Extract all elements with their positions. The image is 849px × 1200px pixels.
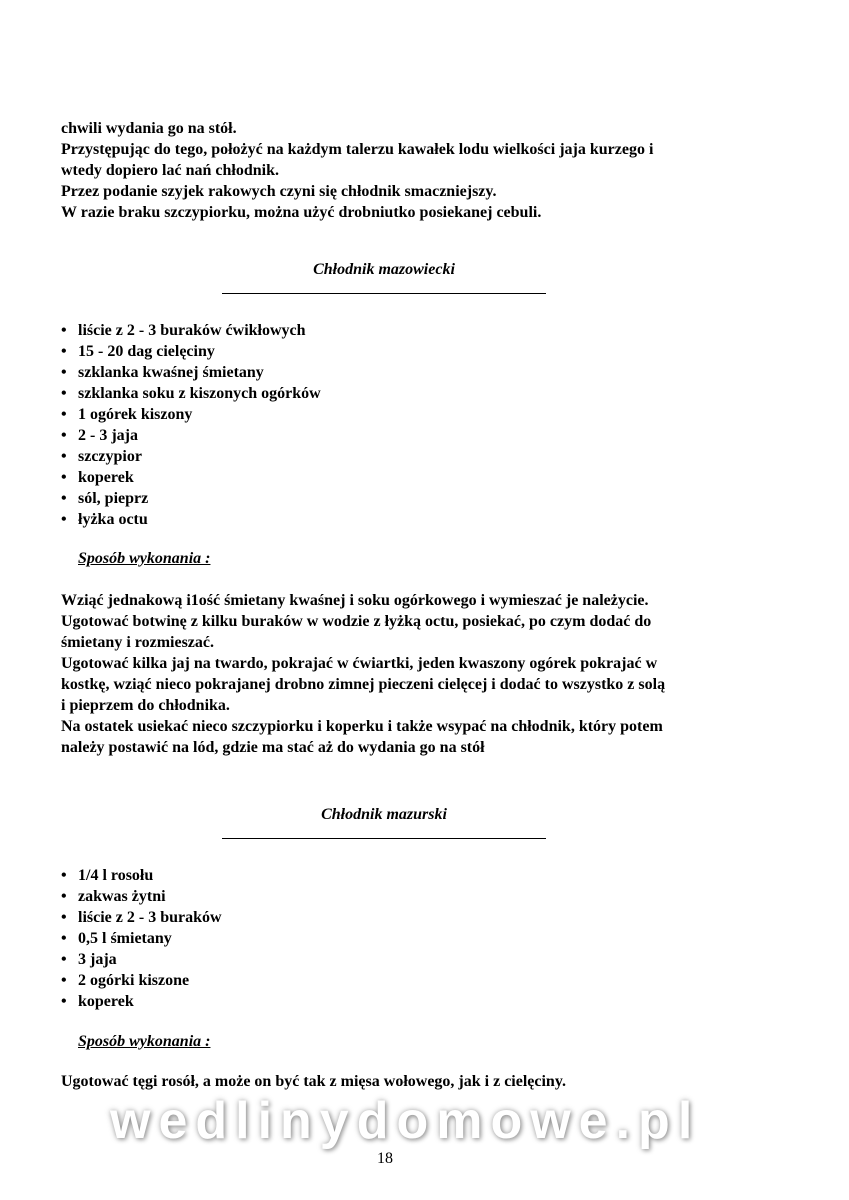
method-paragraph xyxy=(61,1071,781,1092)
list-item: • szklanka soku z kiszonych ogórków xyxy=(61,383,321,404)
list-item: • sól, pieprz xyxy=(61,488,321,509)
text-line: Przystępując do tego, położyć na każdym talerzu kawałek lodu wielkości jaja kurzego i xyxy=(61,141,654,158)
list-item: • 15 - 20 dag cielęciny xyxy=(61,341,321,362)
text-line: kostkę, wziąć nieco pokrajanej drobno zimnej pieczeni cielęcej i dodać to wszystko z solą xyxy=(61,676,666,693)
method-paragraph xyxy=(61,590,781,758)
intro-paragraph xyxy=(61,118,781,223)
text-line: Na ostatek usiekać nieco szczypiorku i koperku i także wsypać na chłodnik, który potem xyxy=(61,718,663,735)
list-item: • łyżka octu xyxy=(61,509,321,530)
list-item: • 2 - 3 jaja xyxy=(61,425,321,446)
list-item: • szczypior xyxy=(61,446,321,467)
list-item: • liście z 2 - 3 buraków xyxy=(61,907,222,928)
list-item: • 1 ogórek kiszony xyxy=(61,404,321,425)
ingredient-list xyxy=(61,865,222,1012)
list-item: • koperek xyxy=(61,467,321,488)
watermark: wedlinydomowe.pl xyxy=(110,1092,701,1150)
list-item: • koperek xyxy=(61,991,222,1012)
text-line: W razie braku szczypiorku, można użyć drobniutko posiekanej cebuli. xyxy=(61,204,542,221)
page-number: 18 xyxy=(377,1150,393,1167)
text-line: Ugotować botwinę z kilku buraków w wodzie z łyżką octu, posiekać, po czym dodać do xyxy=(61,613,652,630)
list-item: • zakwas żytni xyxy=(61,886,222,907)
text-line: Wziąć jednakową i1ość śmietany kwaśnej i soku ogórkowego i wymieszać je należycie. xyxy=(61,592,649,609)
list-item: • 2 ogórki kiszone xyxy=(61,970,222,991)
text-line: i pieprzem do chłodnika. xyxy=(61,697,230,714)
text-line: chwili wydania go na stół. xyxy=(61,120,237,137)
recipe-title: Chłodnik mazowiecki xyxy=(313,261,455,278)
text-line: wtedy dopiero lać nań chłodnik. xyxy=(61,162,279,179)
list-item: • liście z 2 - 3 buraków ćwikłowych xyxy=(61,320,321,341)
ingredient-list xyxy=(61,320,321,530)
method-heading: Sposób wykonania : xyxy=(78,550,211,567)
list-item: • 0,5 l śmietany xyxy=(61,928,222,949)
method-heading: Sposób wykonania : xyxy=(78,1033,211,1050)
title-divider xyxy=(222,838,546,839)
list-item: • szklanka kwaśnej śmietany xyxy=(61,362,321,383)
text-line: Przez podanie szyjek rakowych czyni się chłodnik smaczniejszy. xyxy=(61,183,497,200)
list-item: • 1/4 l rosołu xyxy=(61,865,222,886)
text-line: śmietany i rozmieszać. xyxy=(61,634,214,651)
text-line: należy postawić na lód, gdzie ma stać aż do wydania go na stół xyxy=(61,739,485,756)
text-line: Ugotować tęgi rosół, a może on być tak z mięsa wołowego, jak i z cielęciny. xyxy=(61,1073,566,1090)
recipe-title: Chłodnik mazurski xyxy=(321,806,447,823)
text-line: Ugotować kilka jaj na twardo, pokrajać w ćwiartki, jeden kwaszony ogórek pokrajać w xyxy=(61,655,658,672)
title-divider xyxy=(222,293,546,294)
list-item: • 3 jaja xyxy=(61,949,222,970)
